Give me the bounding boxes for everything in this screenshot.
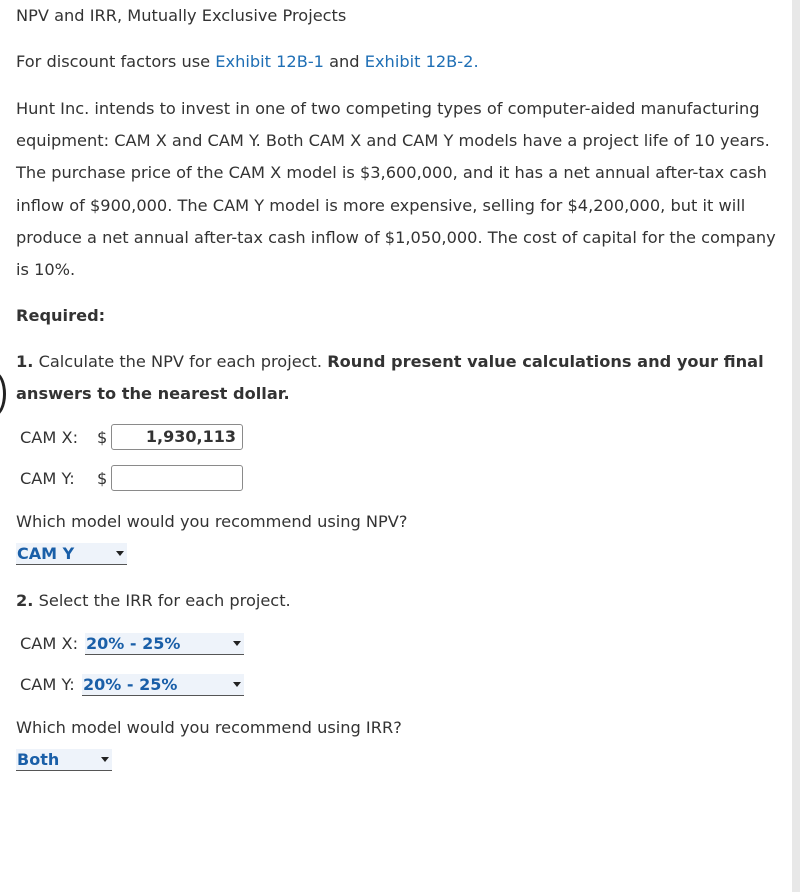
part2-text: Select the IRR for each project. (38, 591, 291, 610)
cam-x-currency: $ (97, 428, 108, 447)
cam-x-npv-label: CAM X: (20, 428, 79, 447)
cam-y-irr-select[interactable]: 20% - 25% (82, 674, 244, 696)
cam-y-npv-label: CAM Y: (20, 469, 75, 488)
required-heading: Required: (16, 306, 106, 325)
npv-recommend-question: Which model would you recommend using NPV? (16, 512, 408, 531)
part2-instructions (16, 591, 291, 610)
part1-rounding-note: Round present value calculations and your final answers to the nearest dollar. (16, 352, 764, 404)
part1-text: Calculate the NPV for each project. (38, 352, 323, 371)
irr-recommend-select[interactable]: Both (16, 749, 112, 771)
exhibit-12b-1-link[interactable]: Exhibit 12B-1 (215, 52, 324, 71)
page-title: NPV and IRR, Mutually Exclusive Projects (16, 6, 347, 25)
cam-x-npv-input[interactable]: 1,930,113 (111, 424, 243, 450)
cam-y-npv-input[interactable] (111, 465, 243, 491)
cam-x-irr-label: CAM X: (20, 634, 79, 653)
chevron-down-icon (233, 682, 241, 687)
vertical-scrollbar[interactable] (792, 0, 800, 892)
part1-number: 1. (16, 352, 34, 371)
cam-x-irr-select[interactable]: 20% - 25% (85, 633, 244, 655)
chevron-down-icon (233, 641, 241, 646)
part1-instructions (16, 346, 776, 410)
chevron-down-icon (116, 551, 124, 556)
discount-factors-line (16, 52, 479, 71)
discount-and: and (329, 52, 360, 71)
exhibit-12b-2-link[interactable]: Exhibit 12B-2. (364, 52, 479, 71)
npv-recommend-select[interactable]: CAM Y (16, 543, 127, 565)
page-edge-marker (0, 372, 6, 416)
cam-y-irr-label: CAM Y: (20, 675, 75, 694)
cam-y-currency: $ (97, 469, 108, 488)
part2-number: 2. (16, 591, 34, 610)
irr-recommend-question: Which model would you recommend using IRR? (16, 718, 402, 737)
problem-description: Hunt Inc. intends to invest in one of two competing types of computer-aided manufacturing equipment: CAM X and CAM Y. Both CAM X and CAM Y models have a project life of 10 years. The purchase price of the CAM X model is $3,600,000, and it has a net annual after-tax cash inflow of $900,000. The CAM Y model is more expensive, selling for $4,200,000, but it will produce a net annual after-tax cash inflow of $1,050,000. The cost of capital for the company is 10%. (16, 99, 776, 280)
discount-prefix: For discount factors use (16, 52, 211, 71)
chevron-down-icon (101, 757, 109, 762)
